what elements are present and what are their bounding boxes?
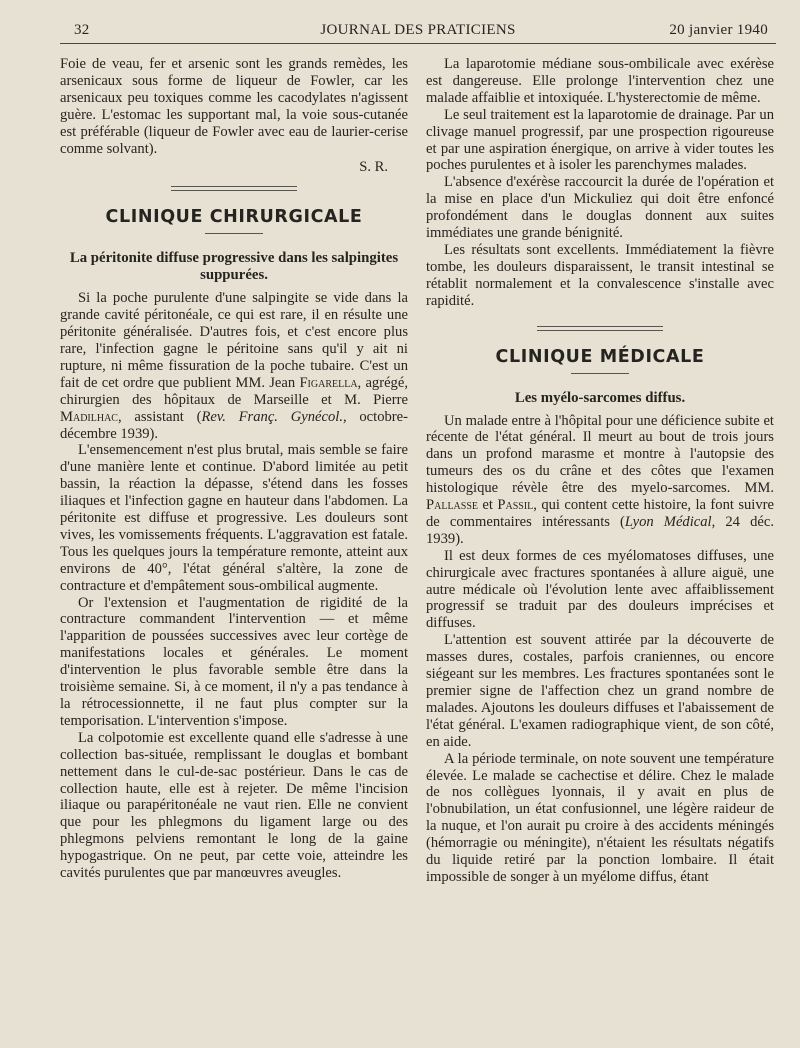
- right-column: [426, 56, 774, 886]
- double-rule-divider: [537, 326, 663, 331]
- article-paragraph: Il est deux formes de ces myélomatoses diffuses, une chirurgicale avec fractures spontanées à allure aiguë, une autre médicale où l'évolution lente avec affaiblissement progressif se traduit par des douleurs imprécises et diffuses.: [426, 547, 774, 632]
- issue-date: 20 janvier 1940: [669, 22, 768, 38]
- author-name: Pallasse: [426, 497, 479, 514]
- section-underline: [205, 233, 263, 234]
- article-paragraph: Les résultats sont excellents. Immédiatement la fièvre tombe, les douleurs disparaissent, le transit intestinal se rétablit normalement et la convalescence s'installe avec rapidité.: [426, 241, 774, 309]
- article-title-peritonite: La péritonite diffuse progressive dans les salpingites suppurées.: [69, 250, 399, 284]
- source-citation: Lyon Médical: [624, 513, 712, 530]
- article-paragraph: Le seul traitement est la laparotomie de drainage. Par un clivage manuel progressif, par une prospection rigoureuse et par une aspiration énergique, on arrive à vider toutes les poches purulentes et à isoler les parenchymes malades.: [426, 106, 774, 174]
- article-paragraph: Or l'extension et l'augmentation de rigidité de la contracture commandent l'intervention — et même l'apparition de poussées successives avec leur cortège de manifestations locales et générales. Le moment d'intervention le plus favorable semble être dans la troisième semaine. Si, à ce moment, il n'y a pas tendance à la rétrocessionnette, il ne faut plus compter sur la temporisation. L'intervention s'impose.: [60, 594, 408, 729]
- page-number: 32: [74, 22, 90, 38]
- article-title-myelo-sarcomes: Les myélo-sarcomes diffus.: [514, 389, 686, 406]
- journal-title: JOURNAL DES PRATICIENS: [320, 22, 516, 38]
- source-citation: Rev. Franç. Gynécol.: [201, 408, 343, 425]
- author-name: Madilhac: [60, 408, 118, 425]
- left-column: [60, 56, 408, 882]
- header-rule: [60, 43, 776, 44]
- article-paragraph: Un malade entre à l'hôpital pour une déficience subite et récente de l'état général. Il meurt au bout de trois jours dans un profond marasme et montre à l'autopsie des tumeurs des os du crâne et des côtes que l'examen histologique révèle être des myelo-sarcomes. MM. Pallasse et Passil, qui content cette histoire, la font suivre de commentaires intéressants (Lyon Médical, 24 déc. 1939).: [426, 412, 774, 547]
- article-paragraph: L'absence d'exérèse raccourcit la durée de l'opération et la mise en place d'un Mickuliez qui doit être enfoncé profondément dans le douglas donnent aux suites immédiates une grande bénignité.: [426, 174, 774, 242]
- running-header: [60, 22, 776, 42]
- author-signature: S. R.: [359, 159, 388, 176]
- double-rule-divider: [171, 186, 297, 191]
- article-paragraph: La laparotomie médiane sous-ombilicale avec exérèse est dangereuse. Elle prolonge l'intervention chez une malade affaiblie et intoxiquée. L'hysterectomie de même.: [426, 56, 774, 106]
- section-title-chirurgicale: CLINIQUE CHIRURGICALE: [105, 207, 363, 228]
- article-paragraph: L'attention est souvent attirée par la découverte de masses dures, costales, parfois craniennes, ou encore siégeant sur les membres. Les fractures spontanées sont le premier signe de l'affection chez un grand nombre de malades. Ajoutons les douleurs diffuses et l'abaissement de l'état général. L'examen radiographique vient, de son côté, en aide.: [426, 632, 774, 750]
- author-name: Passil: [497, 497, 534, 514]
- section-title-medicale: CLINIQUE MÉDICALE: [495, 346, 705, 367]
- author-name: Figarella: [299, 374, 358, 391]
- article-paragraph: L'ensemencement n'est plus brutal, mais semble se faire d'une manière lente et continue. D'abord limitée au petit bassin, la réaction la dépasse, s'étend dans les fosses iliaques et l'infection gagne en hauteur dans l'abdomen. La péritonite est diffuse et progressive. Les douleurs sont vives, les vomissements fréquents. L'aggravation est fatale. Tous les quelques jours la température remonte, atteint aux environs de 40°, l'état général s'altère, la zone de contracture et d'empâtement sous-ombilical augmente.: [60, 442, 408, 594]
- article-paragraph: Si la poche purulente d'une salpingite se vide dans la grande cavité péritonéale, ce qui est rare, il en résulte une péritonite généralisée. D'autres fois, et c'est encore plus rare, l'infection gagne le péritoine sans qu'il y ait ni rupture, ni même fissuration de la poche tubaire. C'est un fait de cet ordre que publient MM. Jean Figarella, agrégé, chirurgien des hôpitaux de Marseille et M. Pierre Madilhac, assistant (Rev. Franç. Gynécol., octobre-décembre 1939).: [60, 290, 409, 442]
- intro-paragraph: Foie de veau, fer et arsenic sont les grands remèdes, les arsenicaux sous forme de liqueur de Fowler, car les arsenicaux peu toxiques comme les cacodylates n'agissent guère. L'estomac les supportant mal, la voie sous-cutanée est préférable (liqueur de Fowler avec eau de laurier-cerise comme solvant).: [60, 56, 408, 157]
- article-paragraph: A la période terminale, on note souvent une température élevée. Le malade se cachectise et délire. Chez le malade de nos collègues lyonnais, il y avait en plus de l'obnubilation, un état confusionnel, une légère raideur de la nuque, et l'on aurait pu croire à des accidents méningés (hémorragie ou méningite), n'étaient les résultats négatifs du liquide retiré par la ponction lombaire. Il était impossible de songer à un myélome diffus, étant: [426, 750, 774, 885]
- section-underline: [571, 373, 629, 374]
- article-paragraph: La colpotomie est excellente quand elle s'adresse à une collection bas-située, remplissant le douglas et bombant nettement dans le cul-de-sac postérieur. Dans le cas de collection haute, elle est à rejeter. De même l'incision iliaque ou parapéritonéale ne vaut rien. Elle ne convient que pour les phlegmons du ligament large ou des phlegmons pelviens remontant le long de la gaine hypogastrique. On ne peut, par cette voie, atteindre les cavités purulentes que par manœuvres aveugles.: [60, 729, 408, 882]
